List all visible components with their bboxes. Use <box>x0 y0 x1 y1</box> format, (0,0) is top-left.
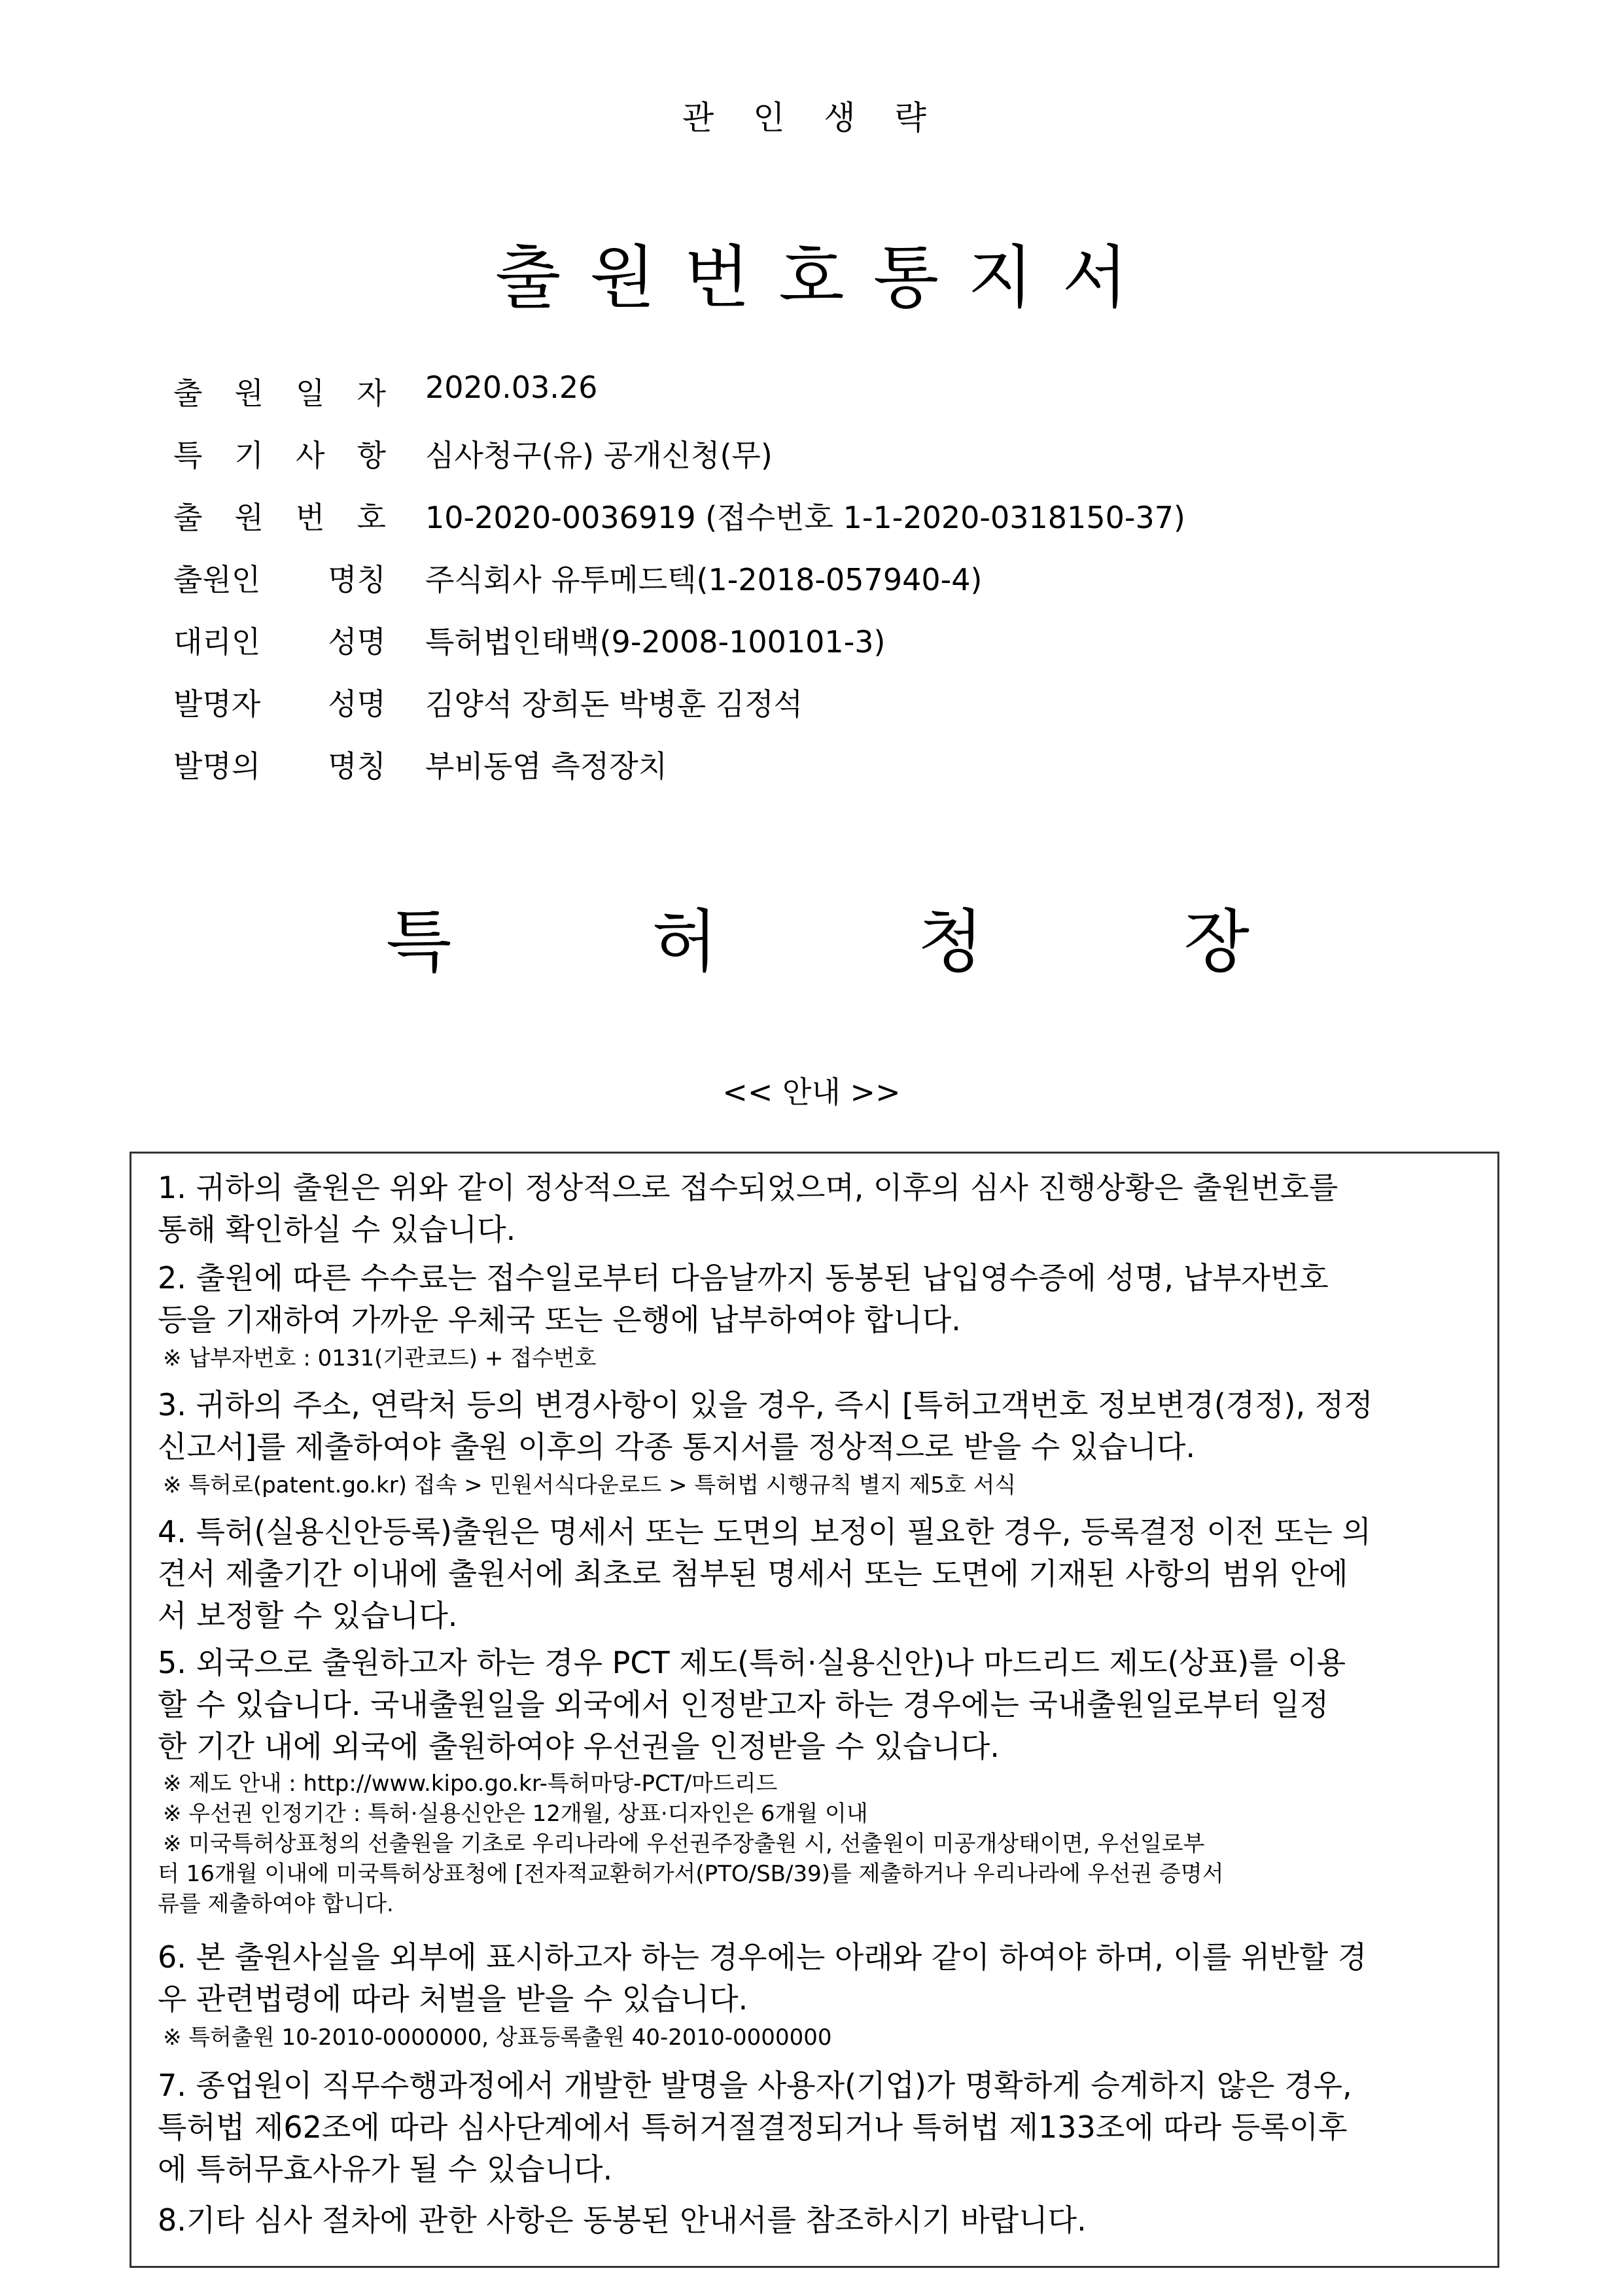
notice-item-1: 1. 귀하의 출원은 위와 같이 정상적으로 접수되었으며, 이후의 심사 진행상황은 출원번호를 통해 확인하실 수 있습니다. <box>158 1170 1338 1247</box>
field-label: 특 기 사 항 <box>173 438 386 473</box>
notice-note: ※ 특허로(patent.go.kr) 접속 > 민원서식다운로드 > 특허법 시행규칙 별지 제5호 서식 <box>163 1472 1017 1498</box>
notice-box <box>130 1152 1499 2268</box>
field-label: 발명자 성명 <box>173 686 386 722</box>
field-value: 주식회사 유투메드텍(1-2018-057940-4) <box>425 562 983 597</box>
field-label: 출 원 일 자 <box>173 376 386 411</box>
field-value: 10-2020-0036919 (접수번호 1-1-2020-0318150-37) <box>425 500 1185 535</box>
issuer-char: 장 <box>1183 902 1249 981</box>
notice-item-5: 5. 외국으로 출원하고자 하는 경우 PCT 제도(특허·실용신안)나 마드리드 제도(상표)를 이용 할 수 있습니다. 국내출원일을 외국에서 인정받고자 하는 경우에는 국내출원일로부터 일정 한 기간 내에 외국에 출원하여야 우선권을 인정받을 수 있습니다. <box>158 1645 1346 1764</box>
document-title: 출원번호통지서 <box>495 238 1157 317</box>
issuer-signature-line <box>386 887 1249 985</box>
notice-item-7: 7. 종업원이 직무수행과정에서 개발한 발명을 사용자(기업)가 명확하게 승계하지 않은 경우, 특허법 제62조에 따라 심사단계에서 특허거절결정되거나 특허법 제133조에 따라 등록이후 에 특허무효사유가 될 수 있습니다. <box>158 2068 1352 2187</box>
issuer-char: 청 <box>918 902 984 981</box>
field-value: 특허법인태백(9-2008-100101-3) <box>425 624 886 660</box>
issuer-char: 허 <box>652 902 718 981</box>
field-label: 대리인 성명 <box>173 624 386 660</box>
notice-item-2: 2. 출원에 따른 수수료는 접수일로부터 다음날까지 동봉된 납입영수증에 성명, 납부자번호 등을 기재하여 가까운 우체국 또는 은행에 납부하여야 합니다. <box>158 1260 1329 1337</box>
notice-item-6: 6. 본 출원사실을 외부에 표시하고자 하는 경우에는 아래와 같이 하여야 하며, 이를 위반할 경 우 관련법령에 따라 처벌을 받을 수 있습니다. <box>158 1939 1367 2017</box>
official-seal-omitted-label: 관 인 생 략 <box>682 99 941 137</box>
notice-note: ※ 납부자번호 : 0131(기관코드) + 접수번호 <box>163 1345 597 1371</box>
notice-heading: << 안내 >> <box>722 1074 901 1110</box>
notice-item-3: 3. 귀하의 주소, 연락처 등의 변경사항이 있을 경우, 즉시 [특허고객번호 정보변경(경정), 정정 신고서]를 제출하여야 출원 이후의 각종 통지서를 정상적으로 받을 수 있습니다. <box>158 1387 1373 1464</box>
notice-note: ※ 특허출원 10-2010-0000000, 상표등록출원 40-2010-0000000 <box>163 2024 832 2051</box>
field-value: 2020.03.26 <box>425 370 598 405</box>
field-label: 출 원 번 호 <box>173 500 386 535</box>
field-value: 심사청구(유) 공개신청(무) <box>425 438 773 473</box>
field-label: 출원인 명칭 <box>173 562 386 597</box>
field-value: 김양석 장희돈 박병훈 김정석 <box>425 686 803 722</box>
field-value: 부비동염 측정장치 <box>425 749 668 784</box>
issuer-char: 특 <box>386 902 452 981</box>
field-label: 발명의 명칭 <box>173 749 386 784</box>
notice-item-4: 4. 특허(실용신안등록)출원은 명세서 또는 도면의 보정이 필요한 경우, 등록결정 이전 또는 의 견서 제출기간 이내에 출원서에 최초로 첨부된 명세서 또는 도면에 기재된 사항의 범위 안에 서 보정할 수 있습니다. <box>158 1514 1371 1633</box>
notice-note: ※ 제도 안내 : http://www.kipo.go.kr-특허마당-PCT/마드리드 ※ 우선권 인정기간 : 특허·실용신안은 12개월, 상표·디자인은 6개월 이내 ※ 미국특허상표청의 선출원을 기초로 우리나라에 우선권주장출원 시, 선출원이 미공개상태이면, 우선일로부 터 16개월 이내에 미국특허상표청에 [전자적교환허가서(PTO/SB/39)를 제출하거나 우리나라에 우선권 증명서 류를 제출하여야 합니다. <box>158 1771 1224 1917</box>
notice-item-8: 8.기타 심사 절차에 관한 사항은 동봉된 안내서를 참조하시기 바랍니다. <box>158 2202 1087 2238</box>
